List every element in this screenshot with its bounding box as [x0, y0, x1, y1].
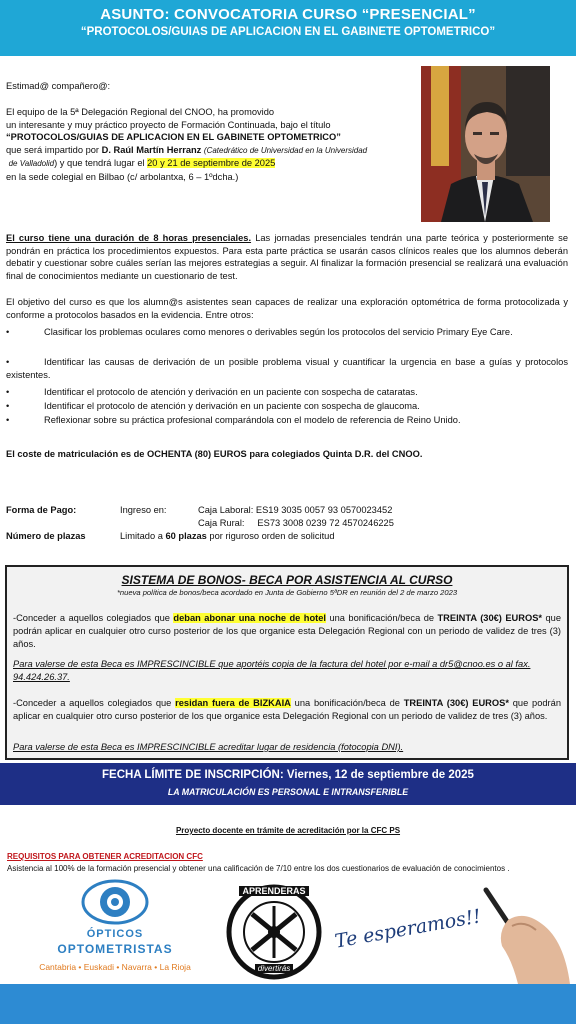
footer-bar — [0, 984, 576, 1024]
fee-line — [6, 448, 568, 461]
intro-line-5-text: ) y que tendrá lugar el — [54, 158, 148, 169]
bullet-dot: • — [6, 387, 10, 397]
bonus-highlight-bizkaia: residan fuera de BIZKAIA — [175, 698, 291, 708]
bullet-text: Reflexionar sobre su práctica profesional comparándola con el modelo de referencia de Reino Unido. — [44, 415, 461, 425]
bullet-text: Identificar el protocolo de atención y derivación en un paciente con sospecha de cataratas. — [44, 387, 418, 397]
speaker-portrait — [421, 66, 550, 222]
bonus-highlight-hotel: deban abonar una noche de hotel — [173, 613, 326, 623]
bullet-dot: • — [6, 357, 10, 367]
places-text — [120, 530, 335, 543]
bank-account-2: Caja Rural: ES73 3008 0239 72 4570246225 — [198, 518, 394, 528]
header-banner — [0, 0, 576, 56]
duration-text: Las jornadas presenciales tendrán una parte teórica y posteriormente se pondrán en práctica los procedimientos expuestos. Para esta parte práctica se usarán casos clínicos reales que los alumnos deberán debatir y cuestionar sobre cuáles serían las mejores estrategias a seguir. Al finalizar la formación presencial se realizará una evaluación final de conocimientos mediante un cuestionario de test. — [6, 233, 568, 281]
course-title: “PROTOCOLOS/GUIAS DE APLICACION EN EL GABINETE OPTOMETRICO” — [6, 132, 341, 143]
header-title: ASUNTO: CONVOCATORIA CURSO “PRESENCIAL” — [100, 6, 476, 23]
bonus-paragraph-1 — [13, 612, 561, 651]
bonus-box — [5, 565, 569, 760]
bonus-note: *nueva política de bonos/beca acordado en Junta de Gobierno 5ªDR en reunión del 2 de marzo 2023 — [116, 588, 458, 597]
places-text-a: Limitado a — [120, 531, 166, 541]
bullet-text: Clasificar los problemas oculares como menores o derivables según los protocolos del servicio Primary Eye Care. — [44, 327, 513, 337]
bullet-text: Identificar el protocolo de atención y derivación en un paciente con sospecha de glaucoma. — [44, 401, 420, 411]
bullet-dot: • — [6, 415, 10, 425]
bonus-requirement-1: Para valerse de esta Beca es IMPRESCINCIBLE que aportéis copia de la factura del hotel por e-mail a dr5@cnoo.es o al fax. 94.424.26.37. — [13, 659, 531, 682]
intro-line-4 — [6, 144, 416, 158]
bullet-text: Identificar las causas de derivación de un posible problema visual y cuantificar la urgencia en base a guías y protocolos existentes. — [6, 357, 568, 380]
objective-paragraph: El objetivo del curso es que los alumn@s asistentes sean capaces de realizar una exploración optométrica de forma protocolizada y conforme a protocolos basados en la evidencia. Entre otros: — [6, 297, 568, 320]
fee-dot: . — [419, 449, 423, 459]
badge-bottom-label: divertirás — [255, 964, 293, 973]
bullet-item — [6, 356, 568, 381]
intro-line-5 — [6, 157, 416, 171]
deadline-band — [0, 763, 576, 805]
speaker-photo — [421, 66, 550, 222]
deadline-date: FECHA LÍMITE DE INSCRIPCIÓN: Viernes, 12 de septiembre de 2025 — [102, 769, 474, 781]
course-dates: 20 y 21 de septiembre de 2025 — [147, 158, 276, 169]
logo-line-1: ÓPTICOS — [86, 928, 144, 940]
bonus-paragraph-2 — [13, 697, 561, 723]
bullet-dot: • — [6, 327, 10, 337]
badge-bottom-text — [222, 964, 326, 973]
hand-with-pen — [478, 880, 574, 984]
duration-paragraph — [6, 232, 568, 282]
eye-logo-icon — [81, 878, 149, 926]
intro-line-2: un interesante y muy práctico proyecto de Formación Continuada, bajo el título — [6, 119, 331, 130]
accreditation-note: Proyecto docente en trámite de acreditación por la CFC PS — [175, 826, 401, 835]
bonus-p2-d: que podrán aplicar en cualquier otro curso posterior de los que organice esta Delegación Regional con un periodo de validez de tres (3) años. — [13, 698, 561, 721]
fee-text: El coste de matriculación es de OCHENTA (80) EUROS para colegiados Quinta D.R. del CNOO — [6, 449, 420, 459]
bonus-p1-b: una bonificación/beca de — [326, 613, 438, 623]
intro-line-6: en la sede colegial en Bilbao (c/ arbolantxa, 6 – 1ºdcha.) — [6, 171, 239, 182]
badge-top-label: APRENDERAS — [239, 886, 308, 896]
bonus-amount-1: TREINTA (30€) EUROS* — [437, 613, 543, 623]
speaker-note: (Catedrático de Universidad en la Universidad — [203, 145, 368, 155]
bullet-dot: • — [6, 401, 10, 411]
bonus-p1-a: -Conceder a aquellos colegiados que — [13, 613, 174, 623]
college-logo — [15, 878, 215, 978]
intro-paragraph — [6, 106, 416, 184]
logo-line-2: OPTOMETRISTAS — [57, 942, 173, 956]
payment-method: Ingreso en: — [120, 505, 167, 515]
bullet-item — [6, 386, 568, 399]
greeting: Estimad@ compañero@: — [6, 81, 111, 91]
speaker-note-2: de Valladolid — [8, 159, 55, 169]
bonus-title: SISTEMA DE BONOS- BECA POR ASISTENCIA AL CURSO — [121, 573, 453, 587]
requirements-text: Asistencia al 100% de la formación presencial y obtener una calificación de 7/10 entre los dos cuestionarios de evaluación de conocimientos . — [7, 864, 510, 873]
closing-message: Te esperamos!! — [333, 905, 483, 953]
intro-line-1: El equipo de la 5ª Delegación Regional del CNOO, ha promovido — [6, 107, 275, 117]
speaker-name: D. Raúl Martín Herranz — [101, 144, 202, 155]
bank-account-1: Caja Laboral: ES19 3035 0057 93 0570023452 — [198, 505, 393, 515]
personal-registration-note: LA MATRICULACIÓN ES PERSONAL E INTRANSFERIBLE — [167, 787, 409, 797]
badge-seal — [222, 884, 326, 980]
header-subtitle: “PROTOCOLOS/GUIAS DE APLICACION EN EL GABINETE OPTOMETRICO” — [80, 26, 496, 38]
bullet-item — [6, 414, 568, 427]
bonus-amount-2: TREINTA (30€) EUROS* — [403, 698, 509, 708]
places-text-c: por riguroso orden de solicitud — [206, 531, 335, 541]
duration-lead: El curso tiene una duración de 8 horas presenciales. — [6, 233, 252, 243]
bonus-p1-d: que podrán aplicar en cualquier otro curso posterior de los que organice esta Delegación Regional con un periodo de validez de tres (3) años. — [13, 613, 561, 649]
logo-regions: Cantabria • Euskadi • Navarra • La Rioja — [39, 962, 191, 972]
badge-top-text — [222, 886, 326, 896]
requirements-heading: REQUISITOS PARA OBTENER ACREDITACION CFC — [7, 852, 203, 861]
places-label: Número de plazas — [6, 531, 86, 541]
pen-hand-icon — [478, 880, 574, 984]
bullet-item — [6, 326, 568, 339]
bullet-item — [6, 400, 568, 413]
bonus-p2-b: una bonificación/beca de — [290, 698, 404, 708]
intro-line-4-text: que será impartido por — [6, 144, 102, 155]
payment-label: Forma de Pago: — [6, 505, 77, 515]
bonus-requirement-2: Para valerse de esta Beca es IMPRESCINCIBLE acreditar lugar de residencia (fotocopia DNI). — [13, 742, 404, 752]
places-count: 60 plazas — [165, 531, 207, 541]
bonus-p2-a: -Conceder a aquellos colegiados que — [13, 698, 176, 708]
